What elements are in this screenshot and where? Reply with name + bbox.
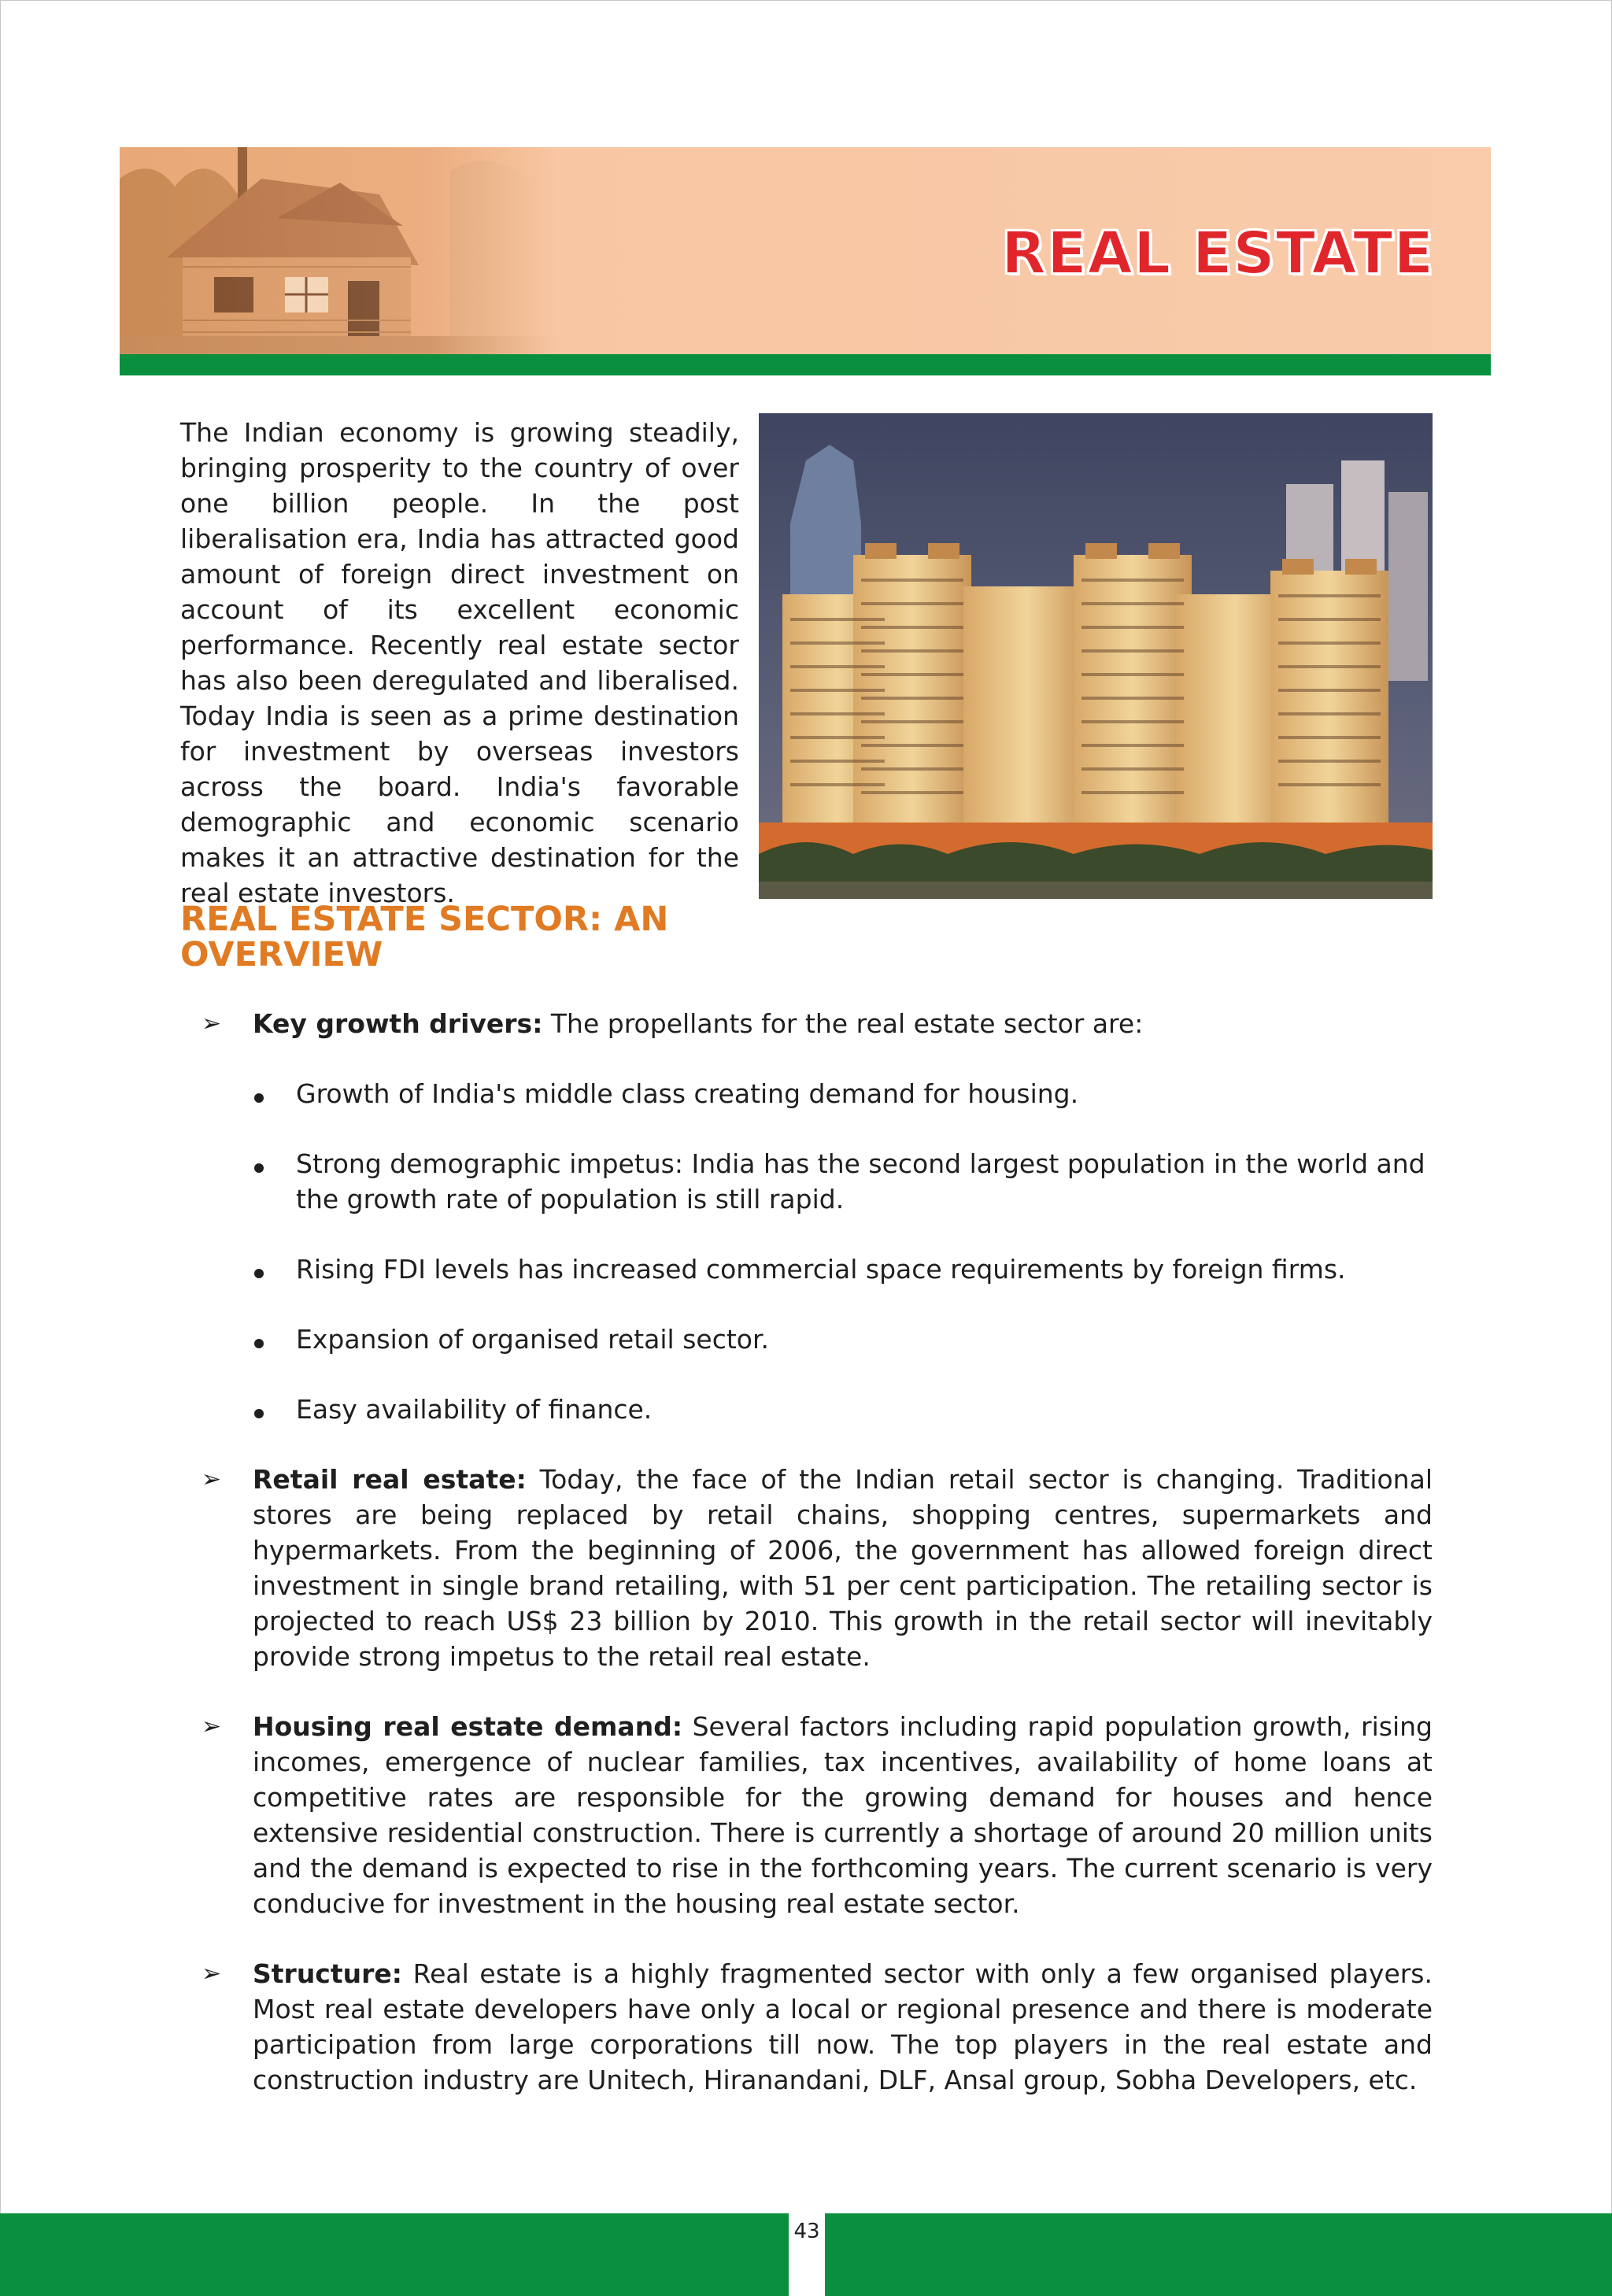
list-item xyxy=(197,1956,1433,2098)
sub-list-item xyxy=(253,1252,1433,1287)
page-number: 43 xyxy=(793,2220,820,2243)
sub-item-text: Easy availability of finance. xyxy=(296,1394,653,1425)
item-text: Today, the face of the Indian retail sector is changing. Traditional stores are being replaced by retail chains, shopping centres, supermarkets and hypermarkets. From the beginning of 2006, the government has allowed foreign direct investment in single brand retailing, with 51 per cent participation. The retailing sector is projected to reach US$ 23 billion by 2010. This growth in the retail sector will inevitably provide strong impetus to the retail real estate. xyxy=(253,1464,1433,1672)
item-label: Key growth drivers: xyxy=(253,1008,543,1039)
arrow-bullet-icon: ➢ xyxy=(202,1960,222,1987)
item-text: Several factors including rapid population growth, rising incomes, emergence of nuclear families, tax incentives, availability of home loans at competitive rates are responsible for the growing demand for houses and hence extensive residential construction. There is currently a shortage of around 20 million units and the demand is expected to rise in the forthcoming years. The current scenario is very conducive for investment in the housing real estate sector. xyxy=(253,1711,1433,1919)
list-item xyxy=(197,1462,1433,1674)
house-photo xyxy=(120,147,560,354)
sub-list-item xyxy=(253,1076,1433,1111)
sub-list-item xyxy=(253,1392,1433,1427)
list-item xyxy=(197,1709,1433,1921)
dot-bullet-icon xyxy=(254,1093,264,1103)
dot-bullet-icon xyxy=(254,1339,264,1348)
intro-paragraph: The Indian economy is growing steadily, bringing prosperity to the country of over one billion people. In the post liberalisation era, India has attracted good amount of foreign direct investment on account of its excellent economic performance. Recently real estate sector has also been deregulated and liberalised. Today India is seen as a prime destination for investment by overseas investors across the board. India's favorable demographic and economic scenario makes it an attractive destination for the real estate investors. xyxy=(180,417,739,908)
sub-item-text: Rising FDI levels has increased commercial space requirements by foreign firms. xyxy=(296,1254,1346,1285)
item-label: Housing real estate demand: xyxy=(253,1711,683,1742)
dot-bullet-icon xyxy=(254,1269,264,1278)
sub-item-text: Growth of India's middle class creating demand for housing. xyxy=(296,1078,1079,1109)
header-banner xyxy=(120,147,1491,354)
sub-list-item xyxy=(253,1322,1433,1357)
section-heading: REAL ESTATE SECTOR: AN OVERVIEW xyxy=(180,900,669,974)
sub-item-text: Strong demographic impetus: India has the second largest population in the world and the growth rate of population is still rapid. xyxy=(296,1148,1425,1215)
item-label: Structure: xyxy=(253,1958,402,1989)
overview-list xyxy=(197,1006,1433,2098)
dot-bullet-icon xyxy=(254,1163,264,1173)
sub-list-item xyxy=(253,1146,1433,1217)
item-text: Real estate is a highly fragmented sector with only a few organised players. Most real estate developers have only a local or regional presence and there is moderate participation from large corporations till now. The top players in the real estate and construction industry are Unitech, Hiranandani, DLF, Ansal group, Sobha Developers, etc. xyxy=(253,1958,1433,2095)
item-label: Retail real estate: xyxy=(253,1464,527,1495)
page-title: REAL ESTATE xyxy=(1001,220,1434,287)
arrow-bullet-icon: ➢ xyxy=(202,1466,222,1493)
sub-item-text: Expansion of organised retail sector. xyxy=(296,1324,770,1355)
growth-drivers-list xyxy=(253,1076,1433,1427)
list-item xyxy=(197,1006,1433,1427)
dot-bullet-icon xyxy=(254,1409,264,1418)
arrow-bullet-icon: ➢ xyxy=(202,1010,222,1037)
banner-divider xyxy=(120,354,1491,375)
apartment-buildings-photo xyxy=(759,413,1433,899)
item-text: The propellants for the real estate sector are: xyxy=(542,1008,1144,1039)
arrow-bullet-icon: ➢ xyxy=(202,1713,222,1740)
